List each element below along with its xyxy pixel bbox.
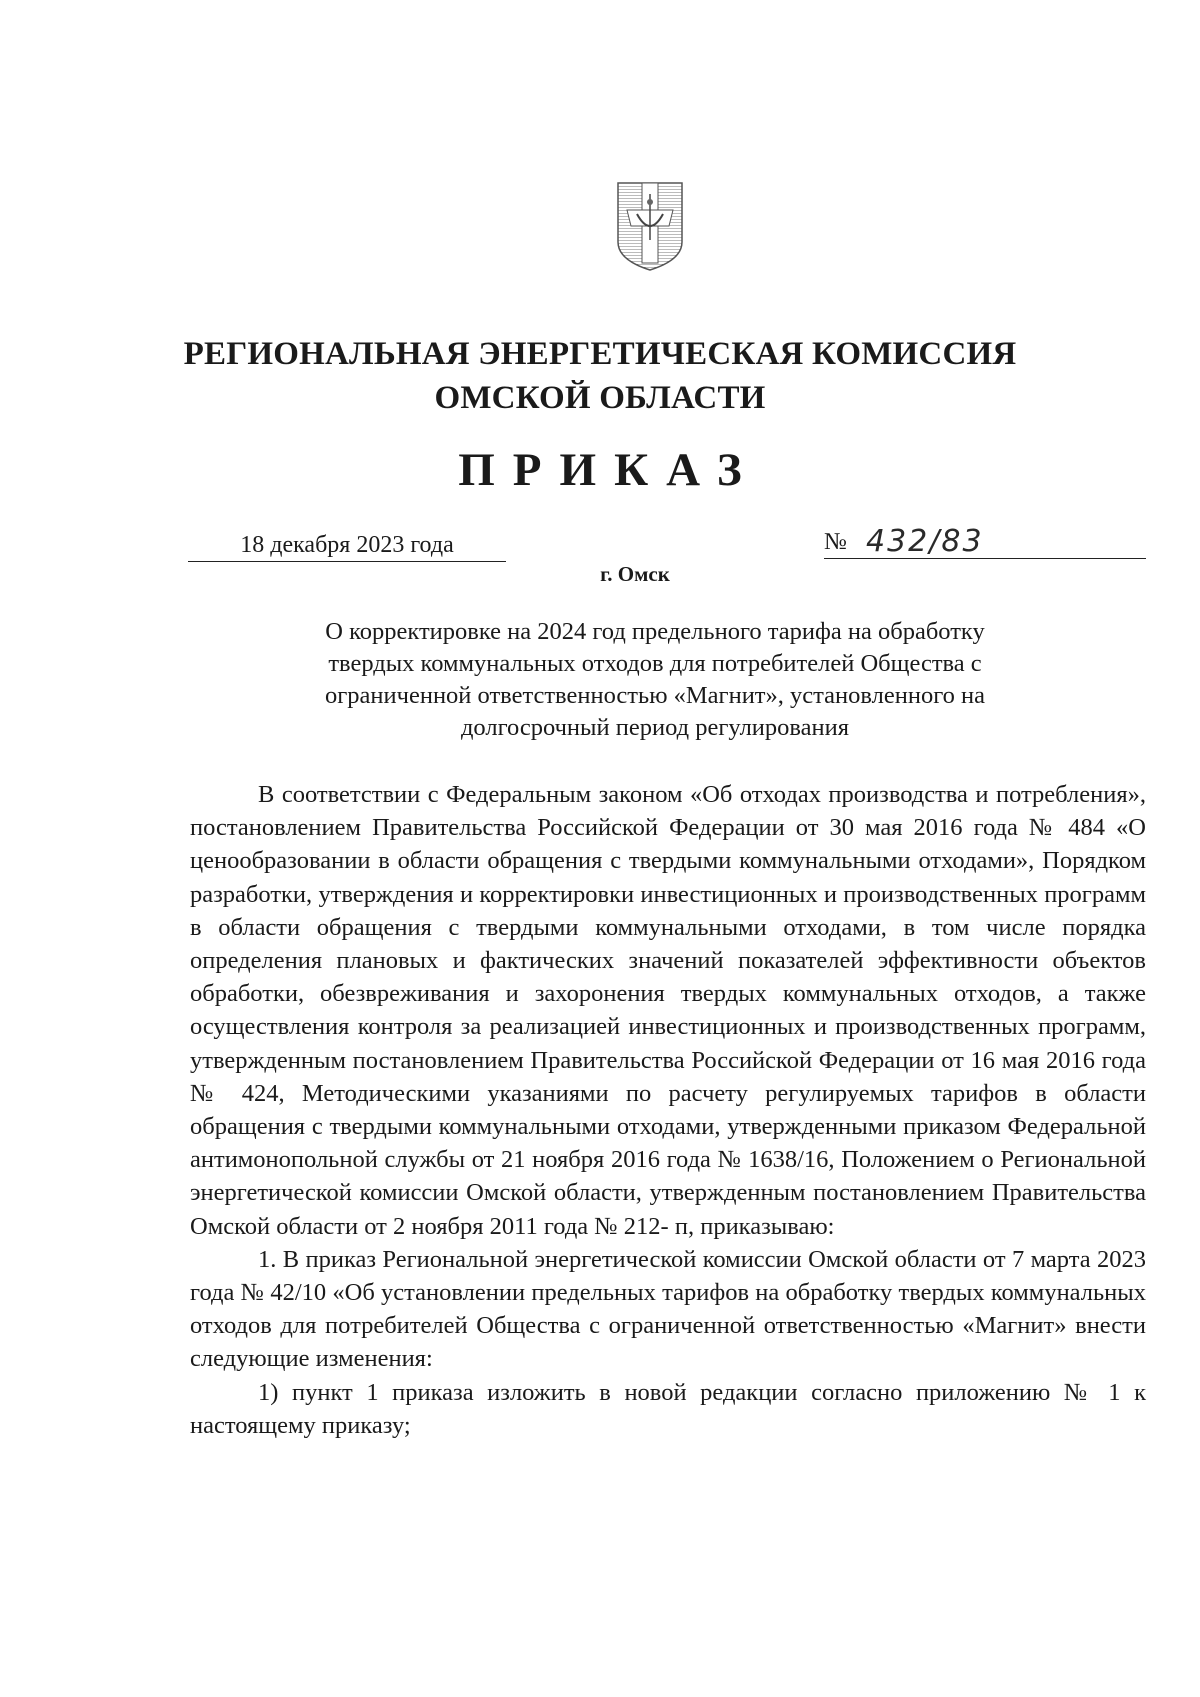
order-body [190,778,1146,1442]
document-type-title: ПРИКАЗ [458,444,760,496]
item-1-paragraph: 1. В приказ Региональной энергетической комиссии Омской области от 7 марта 2023 года № 42/10 «Об установлении предельных тарифов на обработку твердых коммунальных отходов для потребителей Общества с ограниченной ответственностью «Магнит» внести следующие изменения: [190,1245,1146,1373]
order-number: 432/83 [866,524,984,559]
preamble-paragraph: В соответствии с Федеральным законом «Об отходах производства и потребления», постановлением Правительства Российской Федерации от 30 мая 2016 года № 484 «О ценообразовании в области обращения с твердыми коммунальными отходами», Порядком разработки, утверждения и корректировки инвестиционных и производственных программ в области обращения с твердыми коммунальными отходами, в том числе порядка определения плановых и фактических значений показателей эффективности объектов обработки, обезвреживания и захоронения твердых коммунальных отходов, а также осуществления контроля за реализацией инвестиционных и производственных программ, утвержденным постановлением Правительства Российской Федерации от 16 мая 2016 года № 424, Методическими указаниями по расчету регулируемых тарифов в области обращения с твердыми коммунальными отходами, утвержденными приказом Федеральной антимонопольной службы от 21 ноября 2016 года № 1638/16, Положением о Региональной энергетической комиссии Омской области, утвержденным постановлением Правительства Омской области от 2 ноября 2011 года № 212- п, приказываю: [190,781,1146,1240]
organization-name-line-1: РЕГИОНАЛЬНАЯ ЭНЕРГЕТИЧЕСКАЯ КОМИССИЯ [183,336,1017,372]
organization-name-line-2: ОМСКОЙ ОБЛАСТИ [434,380,766,416]
subject-line: ограниченной ответственностью «Магнит», установленного на [324,682,985,709]
number-sign: № [824,529,847,555]
order-number-field [824,526,1146,559]
order-subject [240,616,1070,744]
item-1-subitem-1-paragraph: 1) пункт 1 приказа изложить в новой редакции согласно приложению № 1 к настоящему приказу; [190,1378,1146,1439]
subject-line: твердых коммунальных отходов для потребителей Общества с [328,650,982,677]
subject-line: О корректировке на 2024 год предельного тарифа на обработку [325,618,985,645]
issue-city: г. Омск [600,562,670,586]
coat-of-arms-icon [615,180,685,272]
subject-line: долгосрочный период регулирования [460,714,850,741]
order-date: 18 декабря 2023 года [188,530,506,562]
